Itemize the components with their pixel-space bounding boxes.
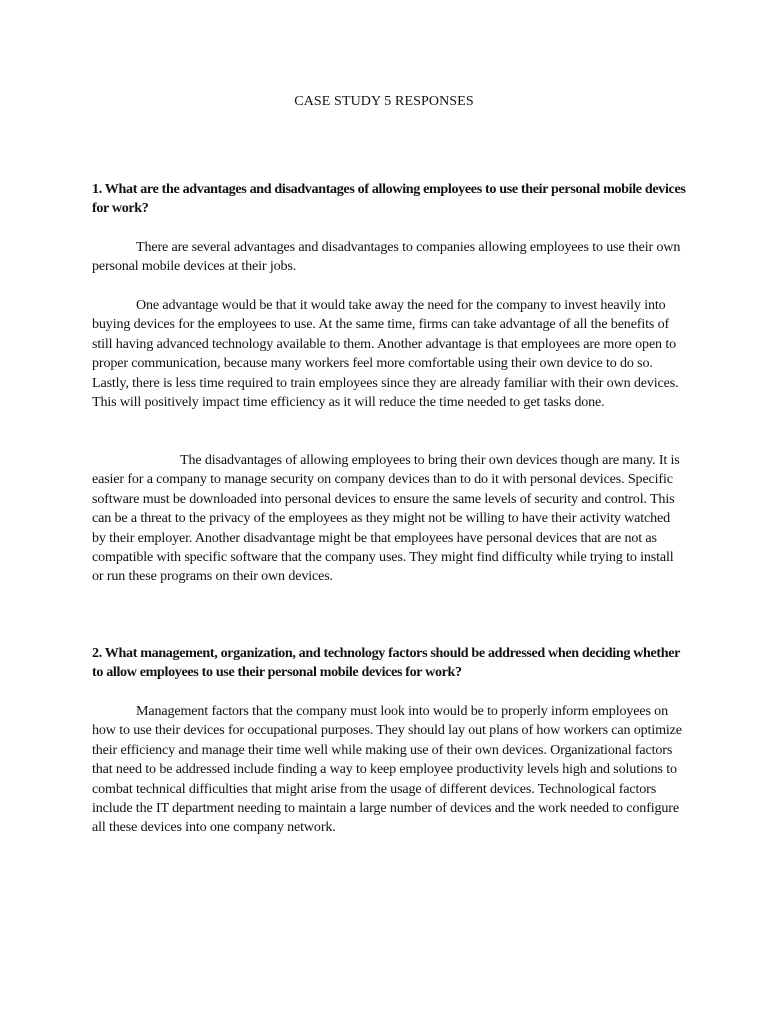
question-1-paragraph-2: One advantage would be that it would take away the need for the company to invest heavily into buying devices for the employees to use. At the same time, firms can take advantage of all the benefits of still having advanced technology available to them. Another advantage is that employees are more open to proper communication, because many workers feel more comfortable using their own device to do so. Lastly, there is less time required to train employees since they are already familiar with their own devices. This will positively impact time efficiency as it will reduce the time needed to get tasks done. — [92, 297, 679, 411]
question-1-paragraph-1: There are several advantages and disadvantages to companies allowing employees to use their own personal mobile devices at their jobs. — [92, 239, 681, 275]
document-title: CASE STUDY 5 RESPONSES — [294, 94, 474, 109]
question-1-paragraph-3: The disadvantages of allowing employees to bring their own devices though are many. It is easier for a company to manage security on company devices than to do it with personal devices. Specific software must be downloaded into personal devices to ensure the same levels of security and control. This can be a threat to the privacy of the employees as they might not be willing to have their activity watched by their employer. Another disadvantage might be that employees have personal devices that are not as compatible with specific software that the company uses. They might find difficulty while trying to install or run these programs on their own devices. — [92, 452, 680, 585]
question-1-heading: 1. What are the advantages and disadvantages of allowing employees to use their personal mobile devices for work? — [92, 181, 686, 217]
question-2-paragraph-1: Management factors that the company must look into would be to properly inform employees on how to use their devices for occupational purposes. They should lay out plans of how workers can optimize their efficiency and manage their time well while making use of their own devices. Organizational factors that need to be addressed include finding a way to keep employee productivity levels high and solutions to combat technical difficulties that might arise from the usage of different devices. Technological factors include the IT department needing to maintain a large number of devices and the work needed to configure all these devices into one company network. — [92, 703, 682, 836]
question-2-heading: 2. What management, organization, and technology factors should be addressed when deciding whether to allow employees to use their personal mobile devices for work? — [92, 645, 680, 681]
